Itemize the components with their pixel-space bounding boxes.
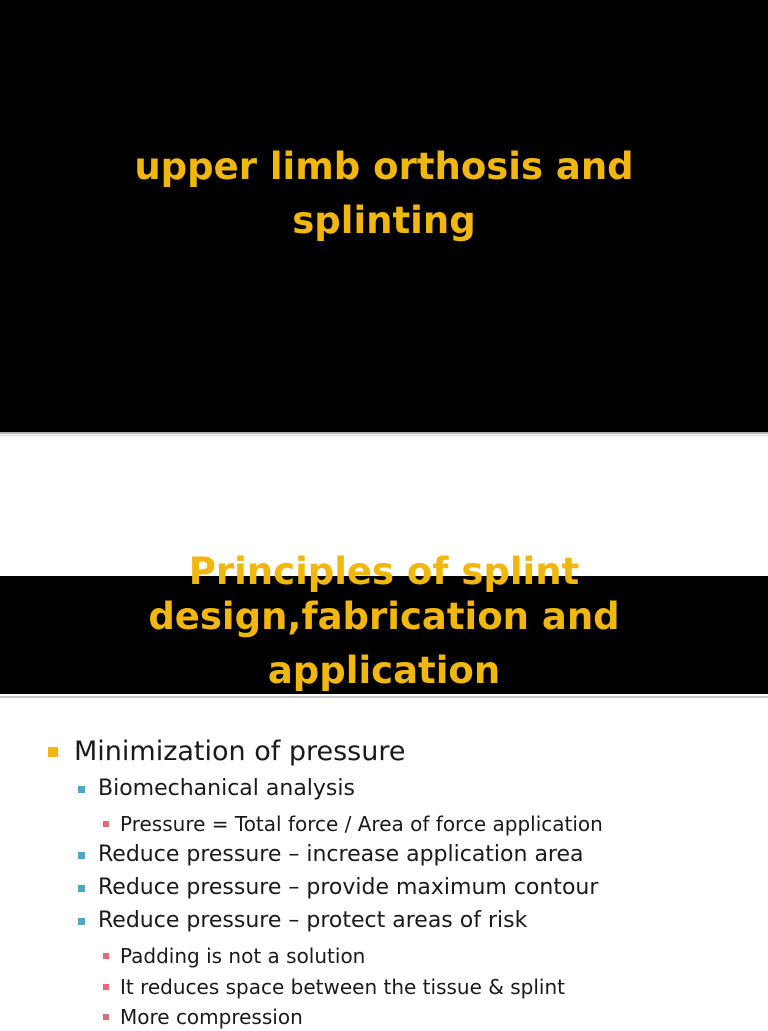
bullet-text: Reduce pressure – protect areas of risk xyxy=(98,908,528,933)
bullet-item xyxy=(0,812,768,838)
bullet-text: Padding is not a solution xyxy=(120,944,366,968)
bullet-item xyxy=(0,875,768,903)
bullet-marker-icon xyxy=(78,852,85,859)
bullet-marker-icon xyxy=(78,786,85,793)
bullet-marker-icon xyxy=(103,953,109,959)
bullet-text: It reduces space between the tissue & splint xyxy=(120,975,565,999)
bullet-item xyxy=(0,776,768,804)
slide-2-title xyxy=(0,590,768,698)
slide-2-header xyxy=(0,550,768,694)
slide-separator-shadow xyxy=(0,435,768,436)
slide-2-title-line-2: application xyxy=(267,649,501,692)
slide-1 xyxy=(0,0,768,432)
slide-1-title xyxy=(0,140,768,248)
bullet-marker-icon xyxy=(103,984,109,990)
bullet-item xyxy=(0,736,768,770)
bullet-text: More compression xyxy=(120,1005,303,1029)
bullet-text: Minimization of pressure xyxy=(74,736,406,767)
bullet-item xyxy=(0,944,768,970)
bullet-item xyxy=(0,842,768,870)
slide-1-title-line-1: upper limb orthosis and xyxy=(134,145,634,188)
bullet-marker-icon xyxy=(103,821,109,827)
bullet-text: Biomechanical analysis xyxy=(98,776,355,801)
slide-2-title-line-1: design,fabrication and xyxy=(148,595,620,638)
bullet-marker-icon xyxy=(48,747,58,757)
slide-2 xyxy=(0,550,768,1029)
slide-separator xyxy=(0,432,768,434)
bullet-marker-icon xyxy=(78,918,85,925)
bullet-marker-icon xyxy=(103,1014,109,1020)
bullet-item xyxy=(0,975,768,1001)
bullet-item xyxy=(0,908,768,936)
slide-1-title-line-2: splinting xyxy=(292,199,476,242)
bullet-item xyxy=(0,1005,768,1031)
bullet-text: Reduce pressure – provide maximum contour xyxy=(98,875,599,900)
bullet-text: Reduce pressure – increase application area xyxy=(98,842,584,867)
bullet-text: Pressure = Total force / Area of force application xyxy=(120,812,603,836)
slide-2-title-clipped-line: Principles of splint xyxy=(188,550,580,593)
header-divider xyxy=(0,696,768,698)
bullet-marker-icon xyxy=(78,885,85,892)
